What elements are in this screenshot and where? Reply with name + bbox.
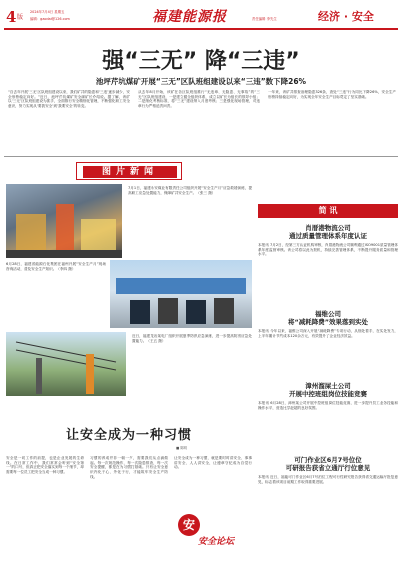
powerline-scene-graphic [6, 332, 126, 396]
photo-news-section [6, 162, 252, 398]
briefs-title: 简 讯 [318, 206, 338, 215]
lead-paragraph: 从去年8月开始，该矿在各区队班组推行“无违章、无隐患、无事故”的“三无”区队班组建设，一是建立健全组织体系，成立以矿长为组长的领导小组；二是细化考核标准，将“三无”建设纳入月度考核；三是强化现场管理，对违章行为严格追责问责。 [138, 90, 260, 109]
brief-item [258, 456, 398, 561]
photo-event [110, 260, 252, 328]
brief-body: 本报讯 今年以来，福维公司深入开展“减耗降费”专项行动，从细处着手，在实处发力，上半年累计节约成本120余万元，有效提升了企业经济效益。 [258, 329, 398, 338]
lead-paragraph: “自去年开展‘三无’区队班组建设以来，我们矿井的隐患和‘三违’逐步减少，安全形势稳定向好。”近日，池坪芹坑煤矿安全副矿长介绍说。据了解，该矿以‘三无’区队班组建设为抓手，全面推行安全精细化管理，不断强化职工安全意识，努力实现从‘要我安全’到‘我要安全’的转变。 [8, 90, 130, 109]
drill-scene-graphic [6, 184, 122, 258]
photo-powerline [6, 332, 126, 396]
brief-body: 本报讯 7月2日，经第三方认证机构审核，肖厝港物流公司顺利通过ISO9001质量管理体系年度监督审核。该公司将以此为契机，持续完善管理体系，不断提升服务质量和管理水平。 [258, 243, 398, 257]
lead-rule [4, 156, 398, 157]
essay-title: 让安全成为一种习惯 [65, 428, 192, 443]
brief-headline: 福维公司 将“减耗降费”效果落到实处 [287, 310, 369, 326]
essay-paragraph: 安全是一切工作的前提，也是企业发展的生命线。在日常工作中，我们常常会听到“安全第一”的口号，但真正把安全落实到每一个细节，却需要每一位员工把安全当成一种习惯。 [6, 456, 84, 475]
event-scene-graphic [110, 260, 252, 328]
forum-icon: 安 [178, 514, 200, 536]
brief-headline: 肖厝港物流公司 通过质量管理体系年度认证 [289, 224, 367, 240]
date-line: 2024年7月4日 星期五 [30, 10, 65, 14]
essay-section [6, 406, 252, 560]
brief-body: 本报讯 6月28日，漳州某公司开展中控班组岗位技能竞赛，进一步提升员工业务技能和操作水平，营造比学赶超的良好氛围。 [258, 401, 398, 410]
briefs-column [258, 160, 398, 560]
lead-headline: 强“三无” 降“三违” [102, 49, 300, 74]
photo-news-title-bar [76, 162, 182, 180]
page-number: 4 [6, 8, 17, 26]
masthead [0, 0, 402, 32]
essay-paragraph: 让安全成为一种习惯，就是要时时讲安全、事事讲安全、人人讲安全，让遵章守纪成为自觉行动。 [174, 456, 252, 470]
brief-headline: 可门作业区6月7号位位 可研报告获省立通厅行位意见 [285, 456, 371, 472]
brief-body: 本报讯 近日，福能可门作业区6月7号泊位工程可行性研究报告获得省交通运输厅批复意见，标志着该项目前期工作取得重要进展。 [258, 475, 398, 484]
editor-line: 编辑：gaodai@126.com [30, 17, 70, 21]
lead-subheadline: 池坪芹坑煤矿开展“三无”区队班组建设以来“三违”数下降26% [95, 77, 307, 86]
paper-name: 福建能源报 [152, 9, 227, 25]
photo-drill [6, 184, 122, 258]
duty-editor: 责任编辑 李先生 [252, 17, 277, 21]
masthead-rule [4, 28, 398, 30]
lead-body [8, 90, 396, 152]
essay-paragraph: 习惯的养成并非一朝一夕，需要我们从点滴做起。每一次规范操作，每一次隐患排查，每一次安全提醒，都是在为习惯打基础。只有让安全意识内化于心、外化于行，才能筑牢安全生产防线。 [90, 456, 168, 479]
photo-news-title: 图片新闻 [83, 166, 177, 178]
brief-headline: 漳州溜屎土公司 开展中控班组岗位技能竞赛 [289, 382, 367, 398]
brief-item [258, 310, 398, 377]
forum-badge [178, 512, 252, 556]
lead-paragraph: 一年来，该矿共排查治理隐患326条，查处“三违”行为同比下降26%，安全生产形势持续稳定向好，为实现全年安全生产目标奠定了坚实基础。 [268, 90, 396, 99]
brief-item [258, 382, 398, 447]
photo-caption: 近日，福建龙岩某电厂组织开展夏季防汛应急演练，进一步提高防汛应急处置能力。（王五 摄） [132, 334, 252, 343]
briefs-title-bar [258, 204, 398, 218]
brief-item [258, 224, 398, 281]
essay-byline: ■ 陈明 [176, 446, 188, 450]
page-suffix: 版 [17, 14, 24, 21]
photo-caption: 7月1日，福建永安煤业有限责任公司组织开展“安全生产月”应急救援演练，提高职工应急处置能力，保障矿井安全生产。（张三 摄） [128, 186, 252, 195]
forum-title: 安全论坛 [198, 537, 235, 547]
photo-caption: 6月28日，福建省能源石化集团在福州开展“安全生产月”现场咨询活动，普及安全生产知识。（李四 摄） [6, 262, 106, 271]
section-label: 经济 · 安全 [318, 10, 374, 23]
